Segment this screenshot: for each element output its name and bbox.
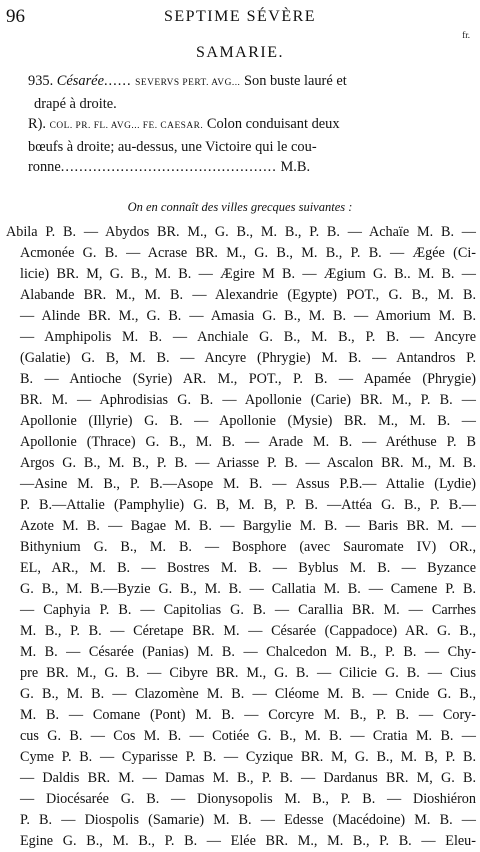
city-line: — Caphyia P. B. — Capitolias G. B. — Carallia BR. M. — Carrhes: [20, 602, 476, 618]
city-line: EL, AR., M. B. — Bostres M. B. — Byblus M. B. — Byzance: [20, 560, 476, 576]
city-line: — Amphipolis M. B. — Anchiale G. B., M. B., P. B. — Ancyre: [20, 329, 476, 345]
city-line: — Diocésarée G. B. — Dionysopolis M. B., P. B. — Dioshiéron: [20, 791, 476, 807]
city-line: Egine G. B., M. B., P. B. — Elée BR. M., M. B., P. B. — Eleu-: [20, 833, 476, 849]
city-line: cus G. B. — Cos M. B. — Cotiée G. B., M. B. — Cratia M. B. —: [20, 728, 476, 744]
obverse-legend: SEVERVS PERT. AVG...: [135, 78, 241, 88]
entry-line-4: bœufs à droite; au-dessus, une Victoire qui le cou-: [28, 138, 317, 155]
page-header: [0, 6, 480, 28]
city-line: licie) BR. M, G. B., M. B. — Ægire M B. — Ægium G. B.. M. B. —: [20, 266, 476, 282]
city-line: Acmonée G. B. — Acrase BR. M., G. B., M. B., P. B. — Ægée (Ci-: [20, 245, 476, 261]
obverse-description: Son buste lauré et: [244, 73, 347, 89]
city-line: P. B.—Attalie (Pamphylie) G. B, M. B, P. B. —Attéa G. B., P. B.—: [20, 497, 476, 513]
reverse-dots: ...............................................: [60, 159, 277, 175]
margin-note: fr.: [462, 30, 470, 40]
city-line: Azote M. B. — Bagae M. B. — Bargylie M. B. — Baris BR. M. —: [20, 518, 476, 534]
city-line: B. — Antioche (Syrie) AR. M., POT., P. B. — Apamée (Phrygie): [20, 371, 476, 387]
city-line: — Daldis BR. M. — Damas M. B., P. B. — Dardanus BR. M, G. B.: [20, 770, 476, 786]
running-head: SEPTIME SÉVÈRE: [163, 8, 317, 25]
city-line: Apollonie (Thrace) G. B., M. B. — Arade M. B. — Aréthuse P. B: [20, 434, 476, 450]
entry-line-3: [6, 114, 476, 137]
entry-line-1: [6, 71, 476, 94]
city-line: —Asine M. B., P. B.—Asope M. B. — Assus P.B.— Attalie (Lydie): [20, 476, 476, 492]
section-title: SAMARIE.: [195, 44, 284, 61]
city-line: Cyme P. B. — Cyparisse P. B. — Cyzique BR. M, G. B., M. B, P. B.: [20, 749, 476, 765]
entry-line-2: drapé à droite.: [34, 95, 117, 112]
page-number: 96: [6, 6, 25, 27]
reverse-rarity: M.B.: [280, 159, 311, 175]
city-line: M. B., P. B. — Céretape BR. M. — Césarée (Cappadoce) AR. G. B.,: [20, 623, 476, 639]
known-cities-heading: On en connaît des villes grecques suivantes :: [127, 200, 353, 214]
city-line: BR. M. — Aphrodisias G. B. — Apollonie (Carie) BR. M., P. B. —: [20, 392, 476, 408]
reverse-description-3: ronne: [28, 159, 61, 175]
city-line: Apollonie (Illyrie) G. B. — Apollonie (Mysie) BR. M., M. B. —: [20, 413, 476, 429]
city-list: [6, 222, 476, 852]
city-line: G. B., M. B.—Byzie G. B., M. B. — Callatia M. B. — Camene P. B.: [20, 581, 476, 597]
entry-obverse-dots: ......: [103, 73, 132, 89]
city-line: G. B., M. B. — Clazomène M. B. — Cléome M. B. — Cnide G. B.,: [20, 686, 476, 702]
reverse-mark: R).: [28, 116, 46, 132]
reverse-description-1: Colon conduisant deux: [206, 116, 340, 132]
city-line: Argos G. B., M. B., P. B. — Ariasse P. B. — Ascalon BR. M., M. B.: [20, 455, 476, 471]
city-line: M. B. — Comane (Pont) M. B. — Corcyre M. B., P. B. — Cory-: [20, 707, 476, 723]
entry-city: Césarée: [56, 73, 104, 89]
reverse-legend: COL. PR. FL. AVG... FE. CAESAR.: [49, 121, 204, 131]
city-line: Abila P. B. — Abydos BR. M., G. B., M. B., P. B. — Achaïe M. B. —: [6, 224, 476, 240]
city-line: Bithynium G. B., M. B. — Bosphore (avec Sauromate IV) OR.,: [20, 539, 476, 555]
city-line: M. B. — Césarée (Panias) M. B. — Chalcedon M. B., P. B. — Chy-: [20, 644, 476, 660]
entry-line-5: [6, 157, 476, 178]
city-line: (Galatie) G. B, M. B. — Ancyre (Phrygie) M. B. — Antandros P.: [20, 350, 476, 366]
entry-number: 935.: [28, 73, 54, 89]
city-line: — Alinde BR. M., G. B. — Amasia G. B., M. B. — Amorium M. B.: [20, 308, 476, 324]
city-line: P. B. — Diospolis (Samarie) M. B. — Edesse (Macédoine) M. B. —: [20, 812, 476, 828]
coin-entry: [6, 71, 476, 178]
city-line: pre BR. M., G. B. — Cibyre BR. M., G. B. — Cilicie G. B. — Cius: [20, 665, 476, 681]
city-line: Alabande BR. M., M. B. — Alexandrie (Egypte) POT., G. B., M. B.: [20, 287, 476, 303]
